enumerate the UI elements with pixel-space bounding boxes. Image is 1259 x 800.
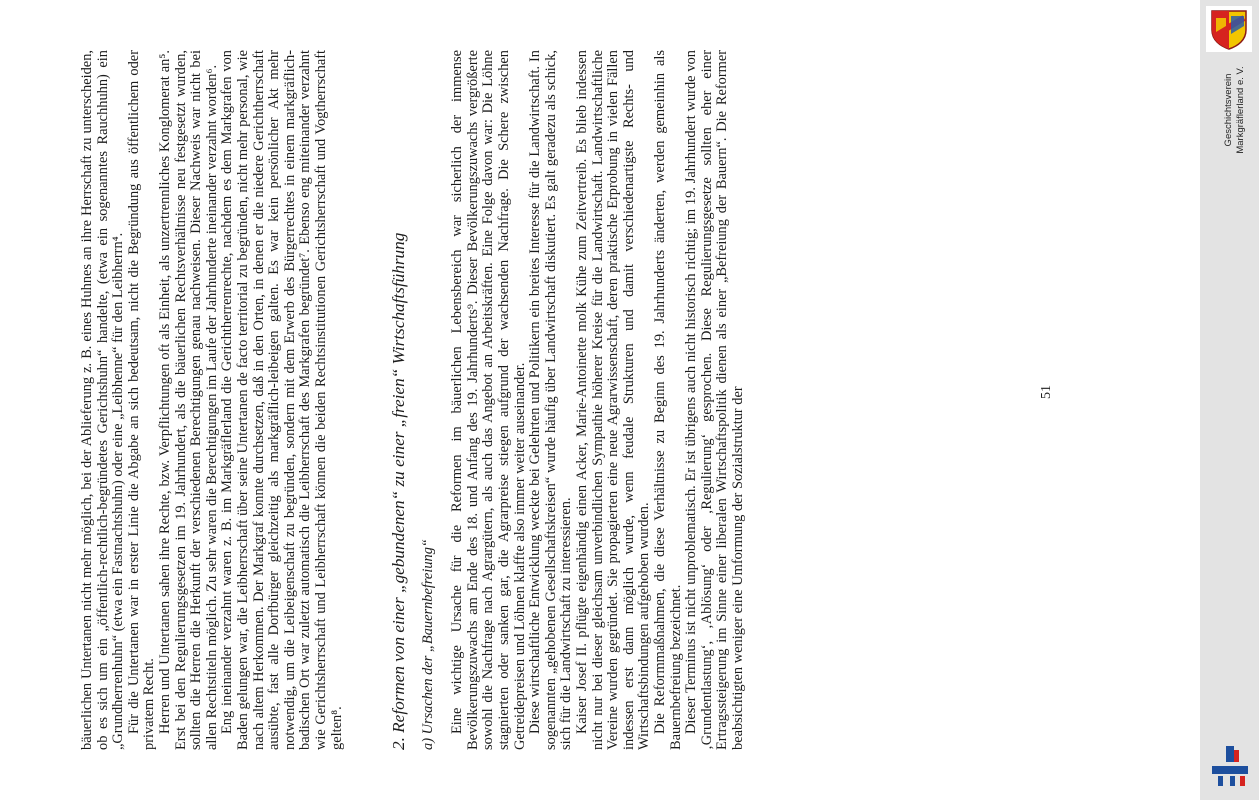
society-line-2: Markgräflerland e. V.: [1235, 66, 1246, 154]
university-library-logo: [1208, 742, 1252, 790]
paragraph-8: Die Reformmaßnahmen, die diese Verhältnisse zu Beginn des 19. Jahrhunderts änderten, werden gemeinhin als Bauernbefreiung bezeichnet.: [652, 50, 684, 750]
paragraph-1: bäuerlichen Untertanen nicht mehr möglich, bei der Ablieferung z. B. eines Huhnes an ihre Herrschaft zu unterscheiden, ob es sich um ein „öffentlich-rechtlich-begründetes Gerichtshuhn“ handelte, (etwa ein sogenanntes Rauchhuhn) ein „Grundherrenhuhn“ (etwa ein Fastnachtshuhn) oder eine „Leibhenne“ für den Leibherrn⁴.: [79, 50, 127, 750]
subsection-heading: a) Ursachen der „Bauernbefreiung“: [419, 539, 436, 750]
paragraph-2: Für die Untertanen war in erster Linie die Abgabe an sich bedeutsam, nicht die Begründung aus öffentlichem oder privatem Recht.: [125, 50, 158, 750]
ub-logo-icon: [1208, 742, 1252, 790]
paragraph-3: Herren und Untertanen sahen ihre Rechte, bzw. Verpflichtungen oft als Einheit, als unzertrennliches Konglomerat an⁵. Erst bei den Regulierungsgesetzen im 19. Jahrhundert, als die bäuerlichen Rechtsverhältnisse neu festgesetzt wurden, sollten die Herren die Herkunft der verschiedenen Berechtigungen genau nachweisen. Dieser Nachweis war nicht bei allen Rechtstiteln möglich. Zu sehr waren die Berechtigungen im Laufe der Jahrhunderte ineinander verzahnt worden⁶.: [156, 50, 220, 750]
coat-of-arms-icon: [1206, 6, 1252, 52]
society-logo: [1206, 6, 1252, 52]
section-heading: 2. Reformen von einer „gebundenen“ zu einer „freien“ Wirtschaftsführung: [389, 232, 409, 750]
society-line-1: Geschichtsverein: [1223, 73, 1234, 147]
paragraph-6: Diese wirtschaftliche Entwicklung weckte bei Gelehrten und Politikern ein breites Interesse für die Landwirtschaft. In sogenannten „gehobenen Gesellschaftskreisen“ wurde häufig über Landwirtschaft diskutiert. Es galt geradezu als schick, sich für die Landwirtschaft zu interessieren.: [527, 50, 575, 750]
paragraph-7: Kaiser Josef II. pflügte eigenhändig einen Acker, Marie-Antoinette molk Kühe zum Zeitvertreib. Es blieb indessen nicht nur bei dieser gleichsam unverbindlichen Sympathie höherer Kreise für die Landwirtschaft. Landwirtschaftliche Vereine wurden gegründet. Sie propagierten eine neue Agrarwissenschaft, deren praktische Erprobung in vielen Fällen indessen erst dann möglich wurde, wenn feudale Strukturen und damit verschiedenartigste Rechts- und Wirtschaftsbindungen aufgehoben wurden.: [574, 50, 653, 750]
society-name: [1223, 50, 1249, 170]
paragraph-4: Eng ineinander verzahnt waren z. B. im Markgräflerland die Gerichtherrenrechte, nachdem es dem Markgrafen von Baden gelungen war, die Leibherrschaft über seine Untertanen de facto territorial zu begründen, nicht mehr personal, wie nach altem Herkommen. Der Markgraf konnte durchsetzen, daß in den Orten, in denen er die niedere Gerichtherrschaft ausübte, fast alle Dorfbürger gleichzeitig als markgräflich-leibeigen galten. Es war kein persönlicher Akt mehr notwendig, um die Leibeigenschaft zu begründen, sondern mit dem Erwerb des Bürgerrechtes in einem markgräflich-badischen Ort war zuletzt automatisch die Leibherrschaft des Markgrafen begründet⁷. Ebenso eng miteinander verzahnt wie Gerichtsherrschaft und Leibherrschaft können die beiden Rechtsinstitutionen Gerichtsherrschaft und Vogtherrschaft gelten⁸.: [219, 50, 345, 750]
paragraph-9: Dieser Terminus ist nicht unproblematisch. Er ist übrigens auch nicht historisch richtig; im 19. Jahrhundert wurde von ‚Grundentlastung‘, ‚Ablösung‘ oder ‚Regulierung‘ gesprochen. Diese Regulierungsgesetze sollten eher einer Ertragssteigerung im Sinne einer liberalen Wirtschaftspolitik dienen als einer „Befreiung der Bauern“. Die Reformer beabsichtigten weniger eine Umformung der Sozialstruktur der: [683, 50, 746, 750]
section-spacer: [345, 50, 391, 750]
subheading-spacer: [436, 50, 450, 750]
heading-spacer: [407, 50, 421, 750]
paragraph-5: Eine wichtige Ursache für die Reformen im bäuerlichen Lebensbereich war sicherlich der immense Bevölkerungszuwachs am Ende des 18. und Anfang des 19. Jahrhunderts⁹. Dieser Bevölkerungszuwachs vergrößerte sowohl die Nachfrage nach Agrargütern, als auch das Angebot an Arbeitskräften. Eine Folge davon war: Die Löhne stagnierten oder sanken gar, die Agrarpreise stiegen aufgrund der wachsenden Nachfrage. Die Schere zwischen Getreidepreisen und Löhnen klaffte also immer weiter auseinander.: [449, 50, 528, 750]
rotated-text-block: [80, 50, 1080, 750]
page-number: 51: [1039, 385, 1054, 399]
